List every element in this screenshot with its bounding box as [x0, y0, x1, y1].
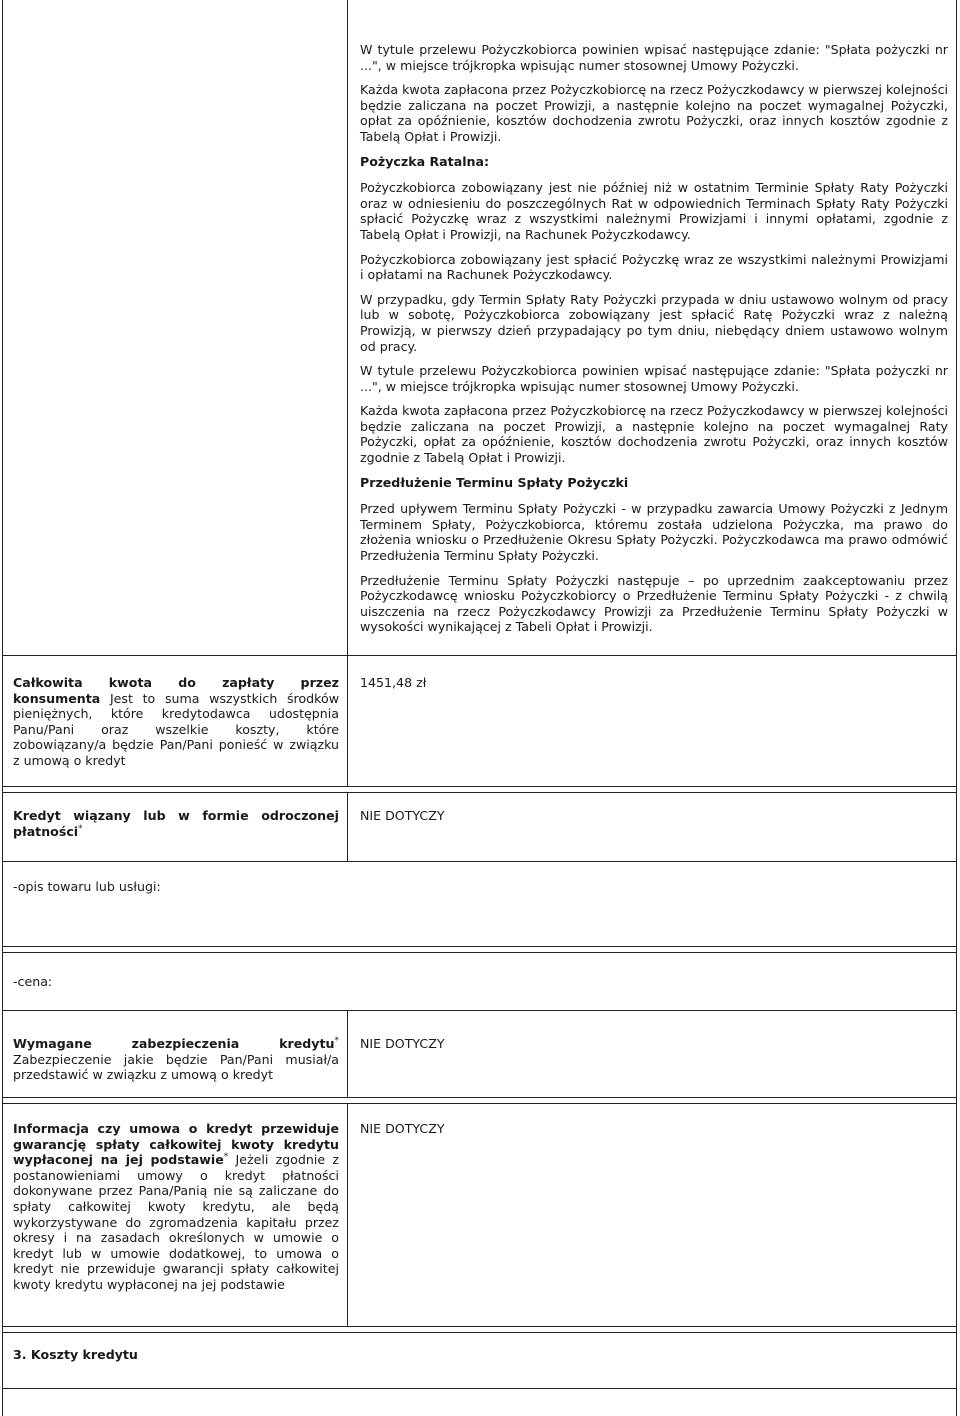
asterisk-marker: *: [223, 1152, 229, 1162]
tied-credit-value: NIE DOTYCZY: [360, 808, 445, 823]
section-heading: Przedłużenie Terminu Spłaty Pożyczki: [360, 474, 629, 490]
paragraph: Pożyczkobiorca zobowiązany jest nie później niż w ostatnim Terminie Spłaty Raty Pożyczki oraz w odniesieniu do poszczególnych Rat w odpowiednich Terminach Spłaty Raty Pożyczki spłacić Pożyczkę wraz z wszystkimi należnymi Prowizjami i innymi opłatami, zgodnie z Tabelą Opłat i Prowizji, na Rachunek Pożyczkodawcy.: [360, 180, 948, 242]
row-divider: [2, 1326, 957, 1327]
row-divider: [2, 1103, 957, 1104]
paragraph: Każda kwota zapłacona przez Pożyczkobiorcę na rzecz Pożyczkodawcy w pierwszej kolejności będzie zaliczana na poczet Prowizji, a następnie kolejno na poczet wymagalnej Pożyczki, opłat za opóźnienie, kosztów dochodzenia zwrotu Pożyczki, oraz innych kosztów zgodnie z Tabelą Opłat i Prowizji.: [360, 82, 948, 144]
guarantee-value: NIE DOTYCZY: [360, 1121, 445, 1136]
total-amount-title: Całkowita kwota do zapłaty przez konsumenta: [13, 675, 339, 706]
security-label: [13, 1036, 339, 1083]
paragraph: Każda kwota zapłacona przez Pożyczkobiorcę na rzecz Pożyczkodawcy w pierwszej kolejności będzie zaliczana na poczet Prowizji, a następnie kolejno na poczet wymagalnej Raty Pożyczki, opłat za opóźnienie, kosztów dochodzenia zwrotu Pożyczki, oraz innych kosztów zgodnie z Tabelą Opłat i Prowizji.: [360, 403, 948, 466]
security-column-divider: [347, 1010, 348, 1097]
tied-credit-title: Kredyt wiązany lub w formie odroczonej płatności: [13, 808, 339, 839]
row-divider: [2, 792, 957, 793]
asterisk-marker: *: [78, 823, 83, 834]
asterisk-marker: *: [334, 1035, 339, 1046]
total-amount-description: Jest to suma wszystkich środków pieniężnych, które kredytodawca udostępnia Panu/Pani oraz wszelkie koszty, które zobowiązany/a będzie Pan/Pani ponieść w związku z umową o kredyt: [13, 690, 339, 768]
paragraph: W przypadku, gdy Termin Spłaty Raty Pożyczki przypada w dniu ustawowo wolnym od pracy lub w sobotę, Pożyczkobiorca zobowiązany jest spłacić Ratę Pożyczki wraz z należną Prowizją, w pierwszy dzień przypadający po tym dniu, niebędący dniem ustawowo wolnym od pracy.: [360, 291, 948, 354]
tied-credit-label: [13, 808, 339, 839]
right-border: [956, 0, 957, 1416]
total-left-border: [2, 655, 3, 786]
repayment-terms-section: [360, 42, 948, 644]
paragraph: Pożyczkobiorca zobowiązany jest spłacić Pożyczkę wraz ze wszystkimi należnymi Prowizjami i opłatami na Rachunek Pożyczkodawcy.: [360, 251, 948, 283]
total-amount-value: 1451,48 zł: [360, 675, 427, 690]
goods-description-label: -opis towaru lub usługi:: [13, 879, 161, 894]
row-divider: [2, 861, 957, 862]
row-divider: [2, 1332, 957, 1333]
paragraph: W tytule przelewu Pożyczkobiorca powinien wpisać następujące zdanie: "Spłata pożyczki nr ...", w miejsce trójkropka wpisując numer stosownej Umowy Pożyczki.: [360, 363, 948, 394]
security-value: NIE DOTYCZY: [360, 1036, 445, 1051]
guarantee-column-divider: [347, 1103, 348, 1326]
section-heading: Pożyczka Ratalna:: [360, 153, 490, 169]
guarantee-description: Jeżeli zgodnie z postanowieniami umowy o kredyt płatności dokonywane przez Pana/Panią nie są zaliczane do spłaty całkowitej kwoty kredytu, ale będą wykorzystywane do zgromadzenia kapitału przez okresy i na zasadach określonych w umowie o kredyt lub w umowie dodatkowej, to umowa o kredyt nie przewiduje gwarancji spłaty całkowitej kwoty kredytu wypłaconej na jej podstawie: [13, 1152, 339, 1292]
paragraph: W tytule przelewu Pożyczkobiorca powinien wpisać następujące zdanie: "Spłata pożyczki nr ...", w miejsce trójkropka wpisując numer stosownej Umowy Pożyczki.: [360, 42, 948, 73]
total-amount-label: [13, 675, 339, 769]
row-divider: [2, 1388, 957, 1389]
tied-column-divider: [347, 792, 348, 861]
top-column-divider: [347, 0, 348, 655]
row-divider: [2, 1010, 957, 1011]
security-title: Wymagane zabezpieczenia kredytu: [13, 1036, 335, 1051]
row-divider: [2, 952, 957, 953]
row-divider: [2, 786, 957, 787]
row-divider: [2, 1097, 957, 1098]
total-column-divider: [347, 655, 348, 786]
guarantee-label: [13, 1121, 339, 1293]
credit-costs-heading: 3. Koszty kredytu: [13, 1347, 138, 1362]
price-label: -cena:: [13, 974, 53, 989]
guarantee-title: Informacja czy umowa o kredyt przewiduje gwarancję spłaty całkowitej kwoty kredytu wypłaconej na jej podstawie: [13, 1121, 339, 1168]
row-divider: [2, 946, 957, 947]
paragraph: Przedłużenie Terminu Spłaty Pożyczki następuje – po uprzednim zaakceptowaniu przez Pożyczkodawcę wniosku Pożyczkobiorcy o Przedłużenie Terminu Spłaty Pożyczki - z chwilą uiszczenia na rzecz Pożyczkodawcy Prowizji za Przedłużenie Terminu Spłaty Pożyczki w wysokości wynikającej z Tabeli Opłat i Prowizji.: [360, 572, 948, 635]
row-divider: [2, 655, 957, 656]
paragraph: Przed upływem Terminu Spłaty Pożyczki - w przypadku zawarcia Umowy Pożyczki z Jednym Terminem Spłaty, Pożyczkobiorca, któremu została udzielona Pożyczka, ma prawo do złożenia wniosku o Przedłużenie Okresu Spłaty Pożyczki. Pożyczkodawca ma prawo odmówić Przedłużenia Terminu Spłaty Pożyczki.: [360, 501, 948, 564]
security-description: Zabezpieczenie jakie będzie Pan/Pani musiał/a przedstawić w związku z umową o kredyt: [13, 1051, 339, 1083]
